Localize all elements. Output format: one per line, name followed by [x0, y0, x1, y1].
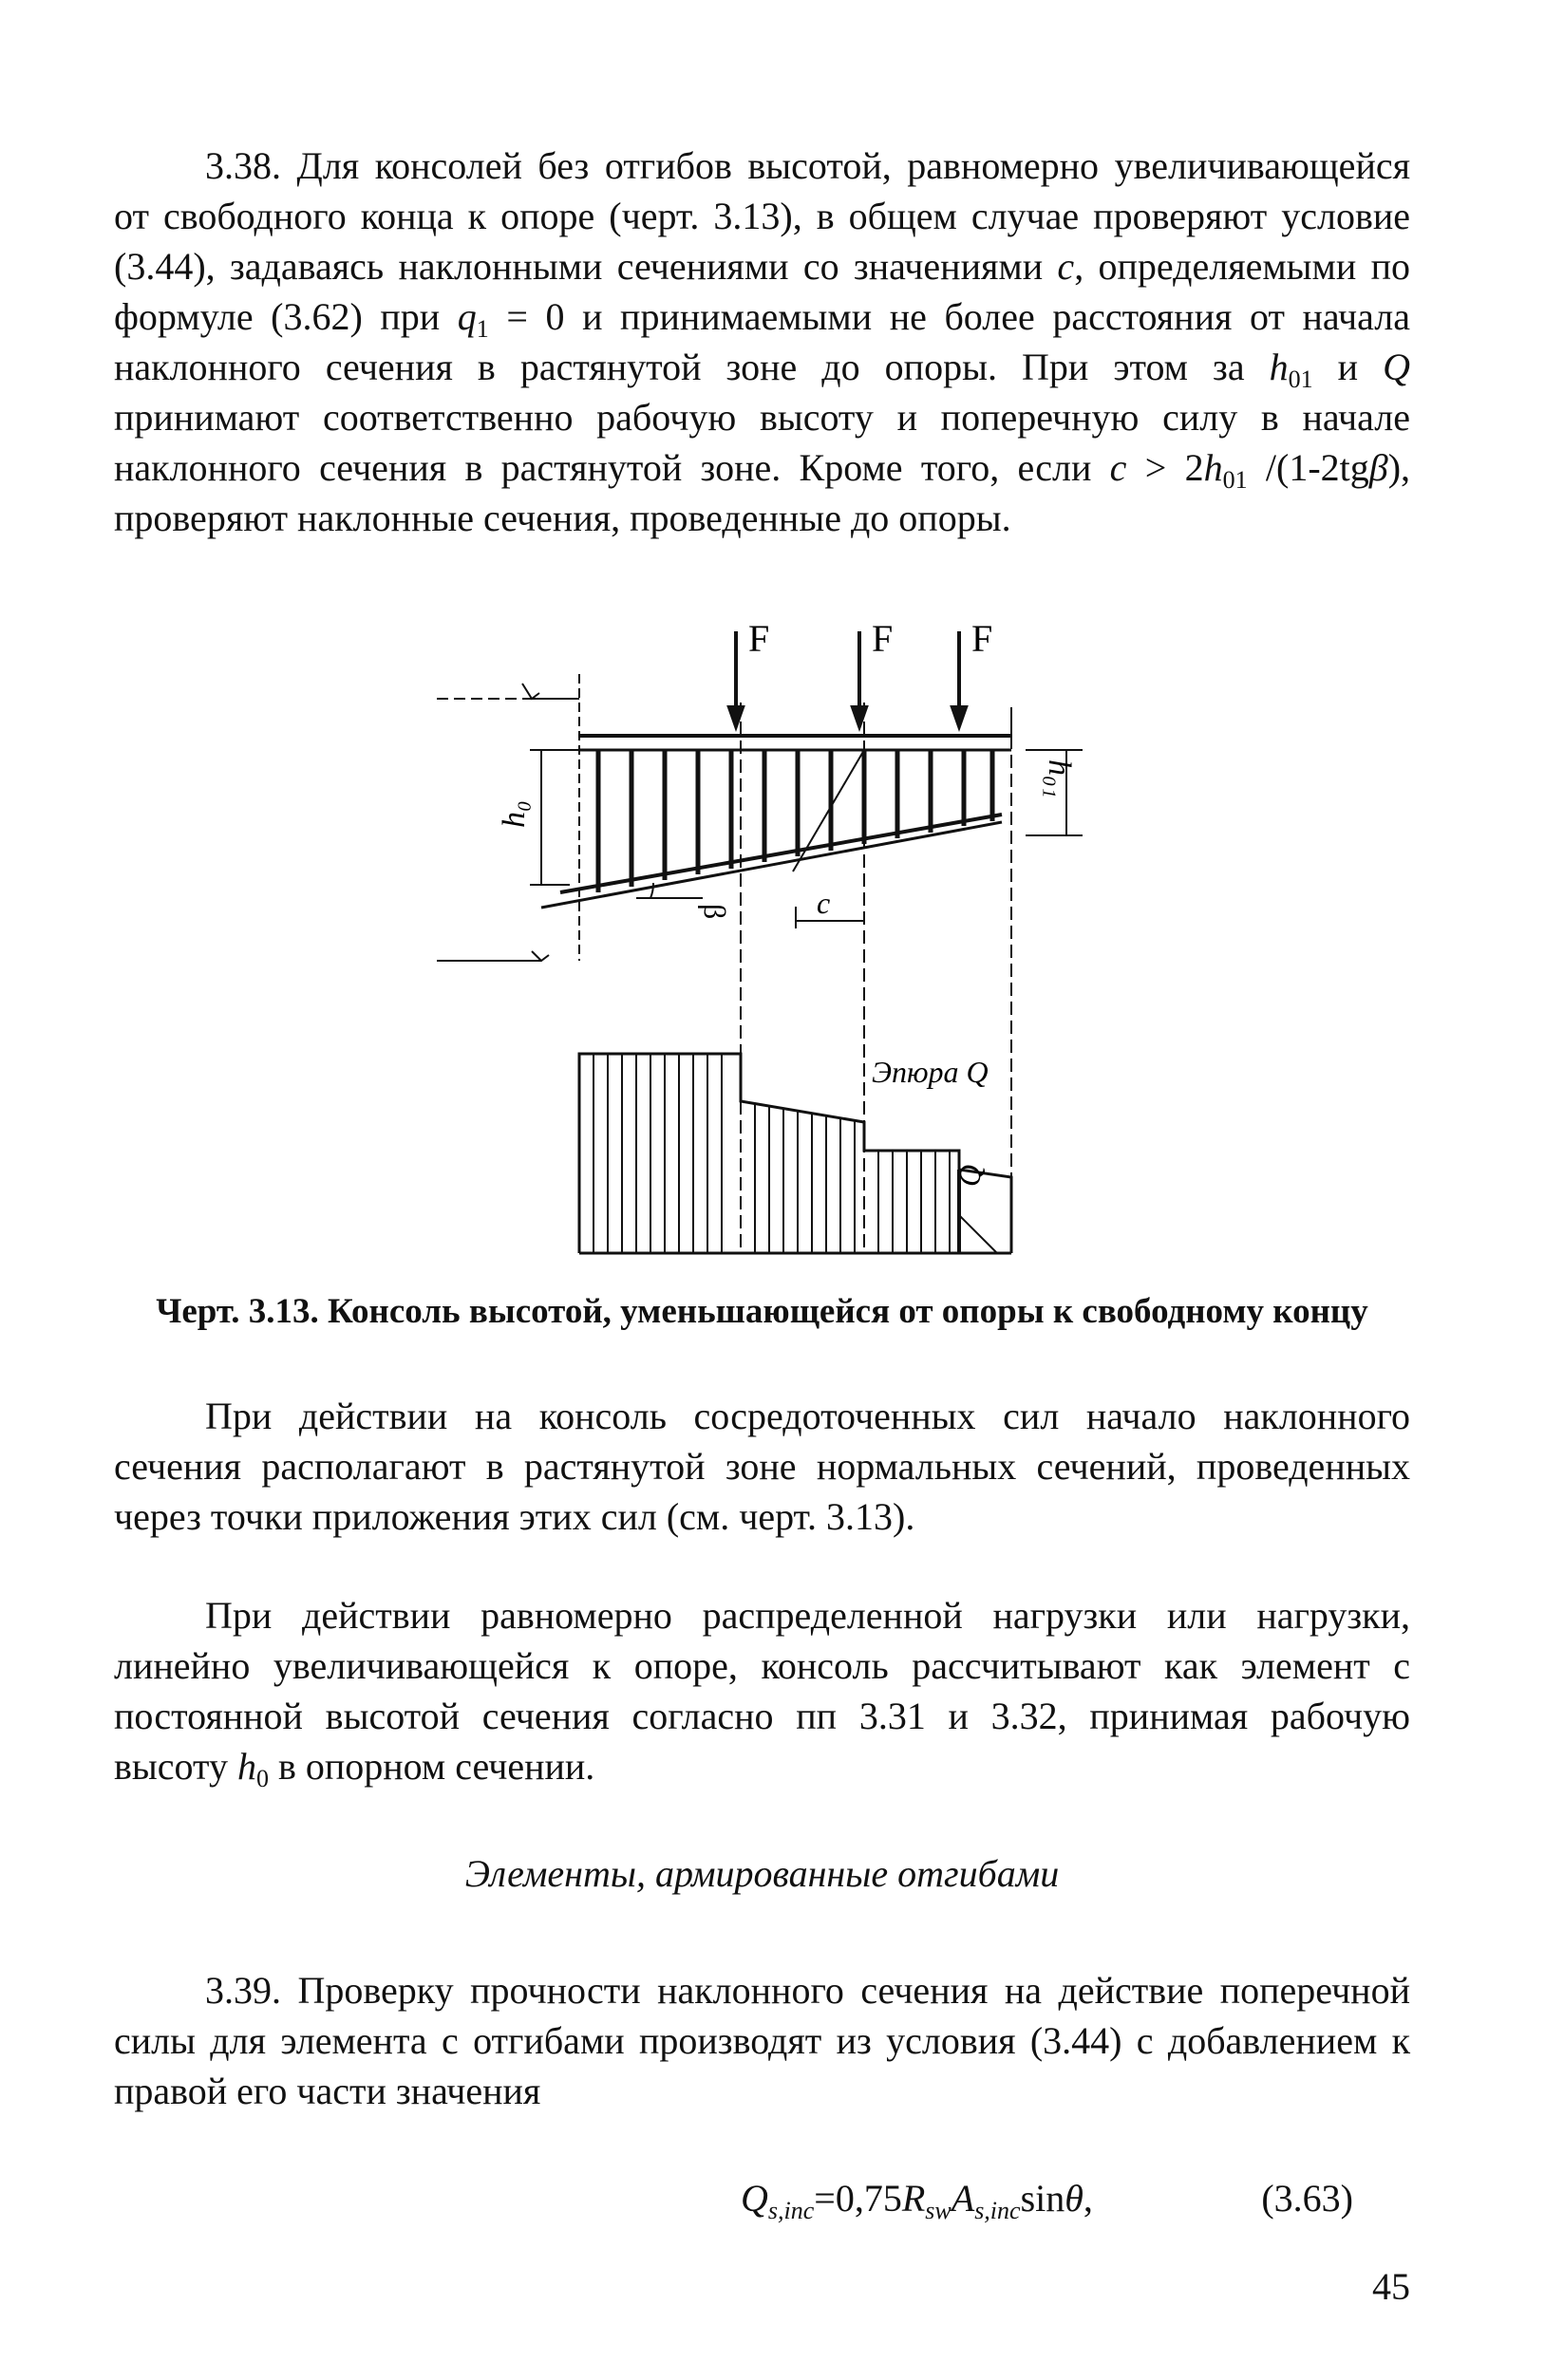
subheading: Элементы, армированные отгибами: [464, 1852, 1060, 1895]
label-epure: Эпюра Q: [872, 1055, 989, 1089]
figure-caption: Черт. 3.13. Консоль высотой, уменьшающейся от опоры к свободному концу: [156, 1292, 1368, 1331]
section-number: 3.39.: [205, 1969, 281, 2012]
figure-cantilever: [418, 608, 1140, 1272]
formula-number: (3.63): [1261, 2177, 1353, 2220]
section-3-38: 3.38. Для консолей без отгибов высотой, равномерно увеличивающейся от свободного конца к опоре (черт. 3.13), в общем случае проверяют условие (3.44), задаваясь наклонными сечениями со значениями c, определяемыми по формуле (3.62) при $q_1 = 0$ и принимаемыми не более расстояния от начала наклонного сечения в растянутой зоне до опоры. При этом за $h_{01}$ и Q принимают соответственно рабочую высоту и поперечную силу в начале наклонного сечения в растянутой зоне. Кроме того, если $c > 2h_{01}$ /(1-2tgβ), проверяют наклонные сечения, проведенные до опоры.: [114, 144, 1411, 539]
label-beta: β: [698, 904, 732, 920]
label-h0: h₀: [497, 800, 532, 828]
force-label: F: [872, 617, 894, 660]
stirrups: [598, 750, 992, 892]
section-number: 3.38.: [205, 144, 281, 187]
paragraph-concentrated-forces: При действии на консоль сосредоточенных сил начало наклонного сечения располагают в растянутой зоне нормальных сечений, проведенных через точки приложения этих сил (см. черт. 3.13).: [114, 1395, 1410, 1538]
label-c: c: [817, 886, 831, 920]
label-Q: Q: [952, 1164, 987, 1187]
section-3-39: 3.39. Проверку прочности наклонного сечения на действие поперечной силы для элемента с отгибами производят из условия (3.44) с добавлением к правой его части значения: [114, 1969, 1410, 2112]
force-label: F: [748, 617, 770, 660]
formula-3-63: $Q_{s,inc}=0,75R_{sw}A_{s,inc}\sin\theta$,: [741, 2177, 1093, 2224]
force-label: F: [971, 617, 993, 660]
paragraph-distributed-load: При действии равномерно распределенной нагрузки или нагрузки, линейно увеличивающейся к опоре, консоль рассчитывают как элемент с постоянной высотой сечения согласно пп 3.31 и 3.32, принимая рабочую высоту $h_0$ в опорном сечении.: [114, 1594, 1410, 1792]
label-h01: h₀₁: [1042, 759, 1077, 798]
page-number: 45: [1372, 2265, 1410, 2308]
